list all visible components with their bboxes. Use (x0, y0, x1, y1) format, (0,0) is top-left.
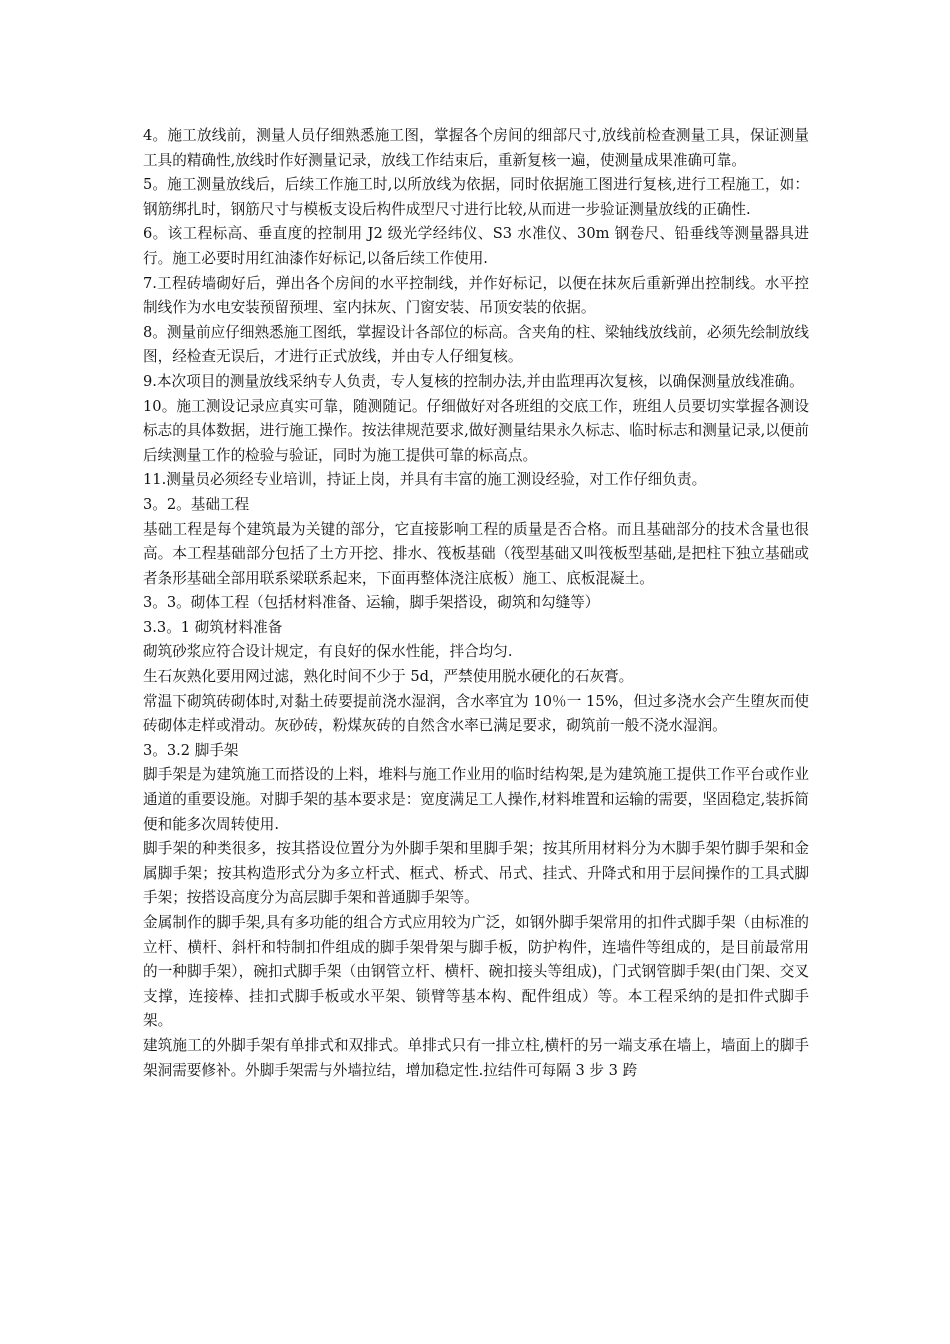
paragraph-11-surveyor-qualification: 11.测量员必须经专业培训，持证上岗，并具有丰富的施工测设经验，对工作仔细负责。 (143, 471, 707, 489)
subsection-heading-materials: 3.3。1 砌筑材料准备 (143, 618, 283, 636)
paragraph-scaffolding-types: 脚手架的种类很多，按其搭设位置分为外脚手架和里脚手架；按其所用材料分为木脚手架竹脚手架和金属脚手架；按其构造形式分为多立杆式、框式、桥式、吊式、挂式、升降式和用于层间操作的工具式脚手架；按搭设高度分为高层脚手架和普通脚手架等。 (143, 840, 809, 907)
paragraph-metal-scaffolding: 金属制作的脚手架,具有多功能的组合方式应用较为广泛，如钢外脚手架常用的扣件式脚手架（由标准的立杆、横杆、斜杆和特制扣件组成的脚手架骨架与脚手板，防护构件，连墙件等组成的，是目前最常用的一种脚手架），碗扣式脚手架（由钢管立杆、横杆、碗扣接头等组成)，门式钢管脚手架(由门架、交叉支撑，连接棒、挂扣式脚手板或水平架、锁臂等基本构、配件组成）等。本工程采纳的是扣件式脚手架。 (143, 914, 809, 1030)
document-body (143, 124, 809, 1083)
paragraph-10-survey-records: 10。施工测设记录应真实可靠，随测随记。仔细做好对各班组的交底工作，班组人员要切实掌握各测设标志的具体数据，进行施工操作。按法律规范要求,做好测量结果永久标志、临时标志和测量记录,以便前后续测量工作的检验与验证，同时为施工提供可靠的标高点。 (143, 397, 810, 464)
paragraph-4-survey-preparation: 4。施工放线前，测量人员仔细熟悉施工图，掌握各个房间的细部尺寸,放线前检查测量工具，保证测量工具的精确性,放线时作好测量记录，放线工作结束后，重新复核一遍，使测量成果准确可靠。 (143, 127, 809, 169)
section-heading-foundation: 3。2。基础工程 (143, 495, 250, 513)
paragraph-8-drawing-review: 8。测量前应仔细熟悉施工图纸，掌握设计各部位的标高。含夹角的柱、梁轴线放线前，必须先绘制放线图，经检查无误后，才进行正式放线，并由专人仔细复核。 (143, 323, 810, 366)
paragraph-foundation-works: 基础工程是每个建筑最为关键的部分，它直接影响工程的质量是否合格。而且基础部分的技术含量也很高。本工程基础部分包括了土方开挖、排水、筏板基础（筏型基础又叫筏板型基础,是把柱下独立基础或者条形基础全部用联系梁联系起来，下面再整体浇注底板）施工、底板混凝土。 (143, 520, 809, 587)
paragraph-lime: 生石灰熟化要用网过滤，熟化时间不少于 5d，严禁使用脱水硬化的石灰膏。 (143, 668, 634, 686)
paragraph-external-scaffolding: 建筑施工的外脚手架有单排式和双排式。单排式只有一排立柱,横杆的另一端支承在墙上，墙面上的脚手架洞需要修补。外脚手架需与外墙拉结，增加稳定性.拉结件可每隔 3 步 3 跨 (143, 1036, 809, 1079)
subsection-heading-scaffolding: 3。3.2 脚手架 (143, 741, 239, 759)
paragraph-5-survey-verification: 5。施工测量放线后，后续工作施工时,以所放线为依据，同时依据施工图进行复核,进行工程施工，如：钢筋绑扎时，钢筋尺寸与模板支设后构件成型尺寸进行比较,从而进一步验证测量放线的正确性. (143, 176, 809, 218)
paragraph-scaffolding-definition: 脚手架是为建筑施工而搭设的上料，堆料与施工作业用的临时结构架,是为建筑施工提供工作平台或作业通道的重要设施。对脚手架的基本要求是：宽度满足工人操作,材料堆置和运输的需要，坚固稳定,装拆简便和能多次周转使用. (143, 766, 810, 833)
paragraph-6-elevation-control: 6。该工程标高、垂直度的控制用 J2 级光学经纬仪、S3 水准仪、30m 钢卷尺、铅垂线等测量器具进行。施工必要时用红油漆作好标记,以备后续工作使用. (143, 225, 809, 267)
section-heading-masonry: 3。3。砌体工程（包括材料准备、运输，脚手架搭设，砌筑和勾缝等） (143, 594, 600, 612)
paragraph-9-dedicated-staff: 9.本次项目的测量放线采纳专人负责，专人复核的控制办法,并由监理再次复核，以确保测量放线准确。 (143, 372, 804, 390)
paragraph-brick-wetting: 常温下砌筑砖砌体时,对黏土砖要提前浇水湿润，含水率宜为 10％一 15%，但过多浇水会产生堕灰而使砖砌体走样或滑动。灰砂砖，粉煤灰砖的自然含水率已满足要求，砌筑前一般不浇水湿润。 (143, 692, 809, 735)
paragraph-mortar: 砌筑砂浆应符合设计规定，有良好的保水性能，拌合均匀. (143, 643, 513, 661)
paragraph-7-horizontal-control-line: 7.工程砖墙砌好后，弹出各个房间的水平控制线，并作好标记，以便在抹灰后重新弹出控制线。水平控制线作为水电安装预留预埋、室内抹灰、门窗安装、吊顶安装的依据。 (143, 274, 809, 317)
